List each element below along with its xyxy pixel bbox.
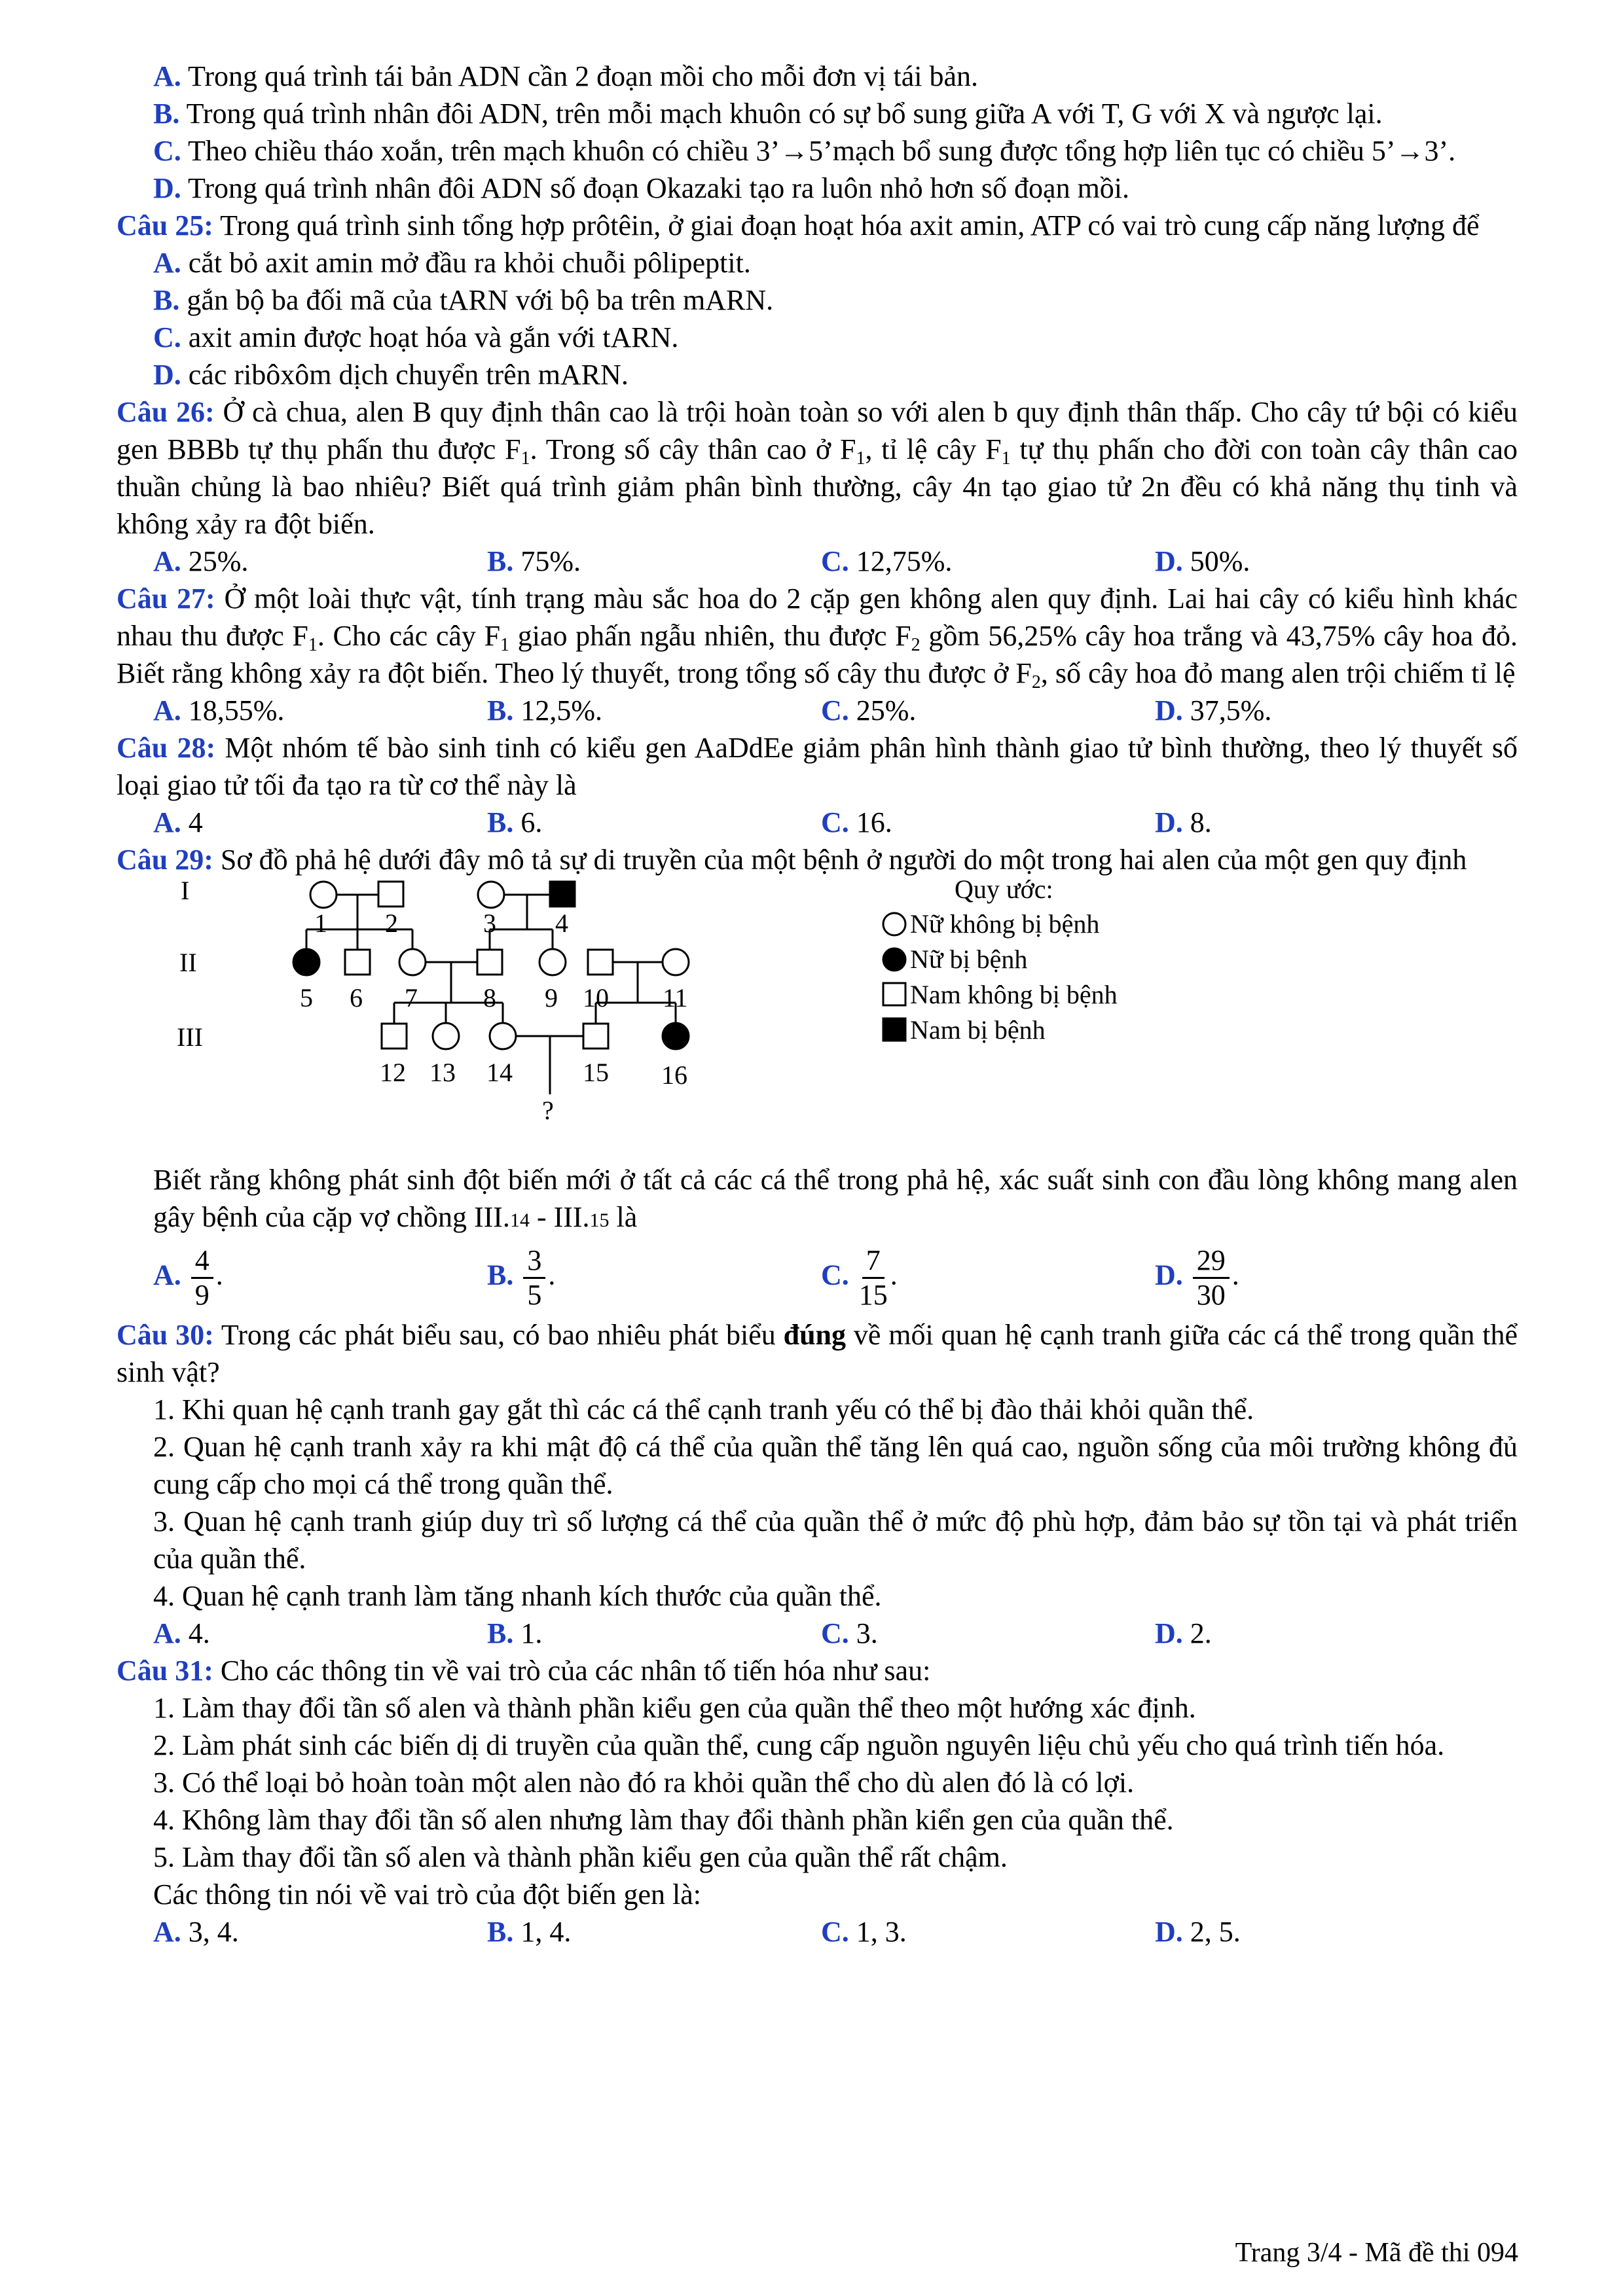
individual-6 [345,950,370,975]
q30-item-2: 2. Quan hệ cạnh tranh xảy ra khi mật độ cá thể của quần thể tăng lên quá cao, nguồn sống của môi trường không đủ cung cấp cho mọi cá thể trong quần thể. [153,1431,1518,1500]
individual-3 [478,882,504,908]
page-footer: Trang 3/4 - Mã đề thi 094 [1235,2238,1518,2268]
q31-option-c: C. 1, 3. [821,1916,907,1948]
q25-option-d: D. các ribôxôm dịch chuyển trên mARN. [153,359,629,391]
q31-stem: Câu 31: Cho các thông tin về vai trò của các nhân tố tiến hóa như sau: [117,1655,931,1687]
q27-option-a: A. 18,55%. [153,694,285,726]
legend-male-affected: Nam bị bệnh [910,1015,1046,1045]
q30-stem: Câu 30: Trong các phát biểu sau, có bao nhiêu phát biểu đúng về mối quan hệ cạnh tranh giữa các cá thể trong quần thể sinh vật? [117,1319,1518,1388]
legend-male-affected-icon [883,1018,905,1041]
number-1: 1 [314,908,327,938]
number-5: 5 [300,983,313,1013]
q27-option-b: B. 12,5%. [487,694,603,726]
q24-option-d: D. Trong quá trình nhân đôi ADN số đoạn Okazaki tạo ra luôn nhỏ hơn số đoạn mồi. [153,172,1130,204]
q31-option-a: A. 3, 4. [153,1916,239,1948]
exam-page [117,58,1518,1950]
q28-stem: Câu 28: Một nhóm tế bào sinh tinh có kiểu gen AaDdEe giảm phân hình thành giao tử bình thường, theo lý thuyết số loại giao tử tối đa tạo ra từ cơ thể này là [117,732,1518,801]
q25-option-c: C. axit amin được hoạt hóa và gắn với tARN. [153,321,679,353]
number-12: 12 [380,1058,406,1087]
generation-label-3: III [177,1022,203,1052]
q31-options [117,1913,1518,1950]
legend-female-healthy: Nữ không bị bệnh [910,909,1100,939]
legend-female-affected: Nữ bị bệnh [910,944,1028,974]
q28-option-d: D. 8. [1155,806,1212,838]
q28-option-a: A. 4 [153,806,203,838]
q26-options [117,543,1518,580]
legend-title: Quy ước: [955,878,1053,904]
q25-option-b: B. gắn bộ ba đối mã của tARN với bộ ba trên mARN. [153,284,774,316]
individual-7 [399,949,426,975]
number-4: 4 [555,908,568,938]
number-2: 2 [385,908,398,938]
q30-options [117,1615,1518,1652]
q27-stem: Câu 27: Ở một loài thực vật, tính trạng màu sắc hoa do 2 cặp gen không alen quy định. Lai hai cây có kiểu hình khác nhau thu được $F_1$. Cho các cây $F_1$ giao phấn ngẫu nhiên, thu được $F_2$ gồm 56,25% cây hoa trắng và 43,75% cây hoa đỏ. Biết rằng không xảy ra đột biến. Theo lý thuyết, trong tổng số cây thu được ở $F_2$, số cây hoa đỏ mang alen trội chiếm tỉ lệ [117,583,1518,692]
individual-9 [539,949,566,975]
q31-option-b: B. 1, 4. [487,1916,572,1948]
q26-option-a: A. 25%. [153,545,249,577]
q29-stem: Câu 29: Sơ đồ phả hệ dưới đây mô tả sự di truyền của một bệnh ở người do một trong hai alen của một gen quy định [117,844,1467,876]
individual-13 [433,1023,459,1049]
q27-option-c: C. 25%. [821,694,917,726]
q29-option-a: A. $\frac{4}{9}$ . [153,1244,223,1311]
q30-item-3: 3. Quan hệ cạnh tranh giúp duy trì số lượng cá thể của quần thể ở mức độ phù hợp, đảm bảo sự tồn tại và phát triển của quần thể. [153,1505,1518,1575]
individual-10 [588,950,613,975]
q31-item-3: 3. Có thể loại bỏ hoàn toàn một alen nào đó ra khỏi quần thể cho dù alen đó là có lợi. [153,1767,1135,1799]
individual-11 [663,949,689,975]
number-6: 6 [350,983,363,1013]
q25-option-a: A. cắt bỏ axit amin mở đầu ra khỏi chuỗi pôlipeptit. [153,247,751,279]
individual-5 [293,949,319,975]
q26-stem: Câu 26: Ở cà chua, alen B quy định thân cao là trội hoàn toàn so với alen b quy định thân thấp. Cho cây tứ bội có kiểu gen BBBb tự thụ phấn thu được $F_1$. Trong số cây thân cao ở $F_1$, tỉ lệ cây $F_1$ tự thụ phấn cho đời con toàn cây thân cao thuần chủng là bao nhiêu? Biết quá trình giảm phân bình thường, cây 4n tạo giao tử 2n đều có khả năng thụ tinh và không xảy ra đột biến. [117,396,1518,540]
q30-option-c: C. 3. [821,1617,878,1649]
number-14: 14 [486,1058,513,1087]
q30-item-1: 1. Khi quan hệ cạnh tranh gay gắt thì các cá thể cạnh tranh yếu có thể bị đào thải khỏi quần thể. [153,1393,1254,1426]
q27-options [117,692,1518,729]
generation-label-2: II [179,948,197,977]
q29-option-d: D. $\frac{29}{30}$ . [1155,1244,1239,1311]
individual-12 [382,1024,407,1049]
number-3: 3 [483,908,496,938]
q26-option-b: B. 75%. [487,545,581,577]
q24-option-a: A. Trong quá trình tái bản ADN cần 2 đoạn mồi cho mỗi đơn vị tái bản. [153,60,979,92]
q31-item-4: 4. Không làm thay đổi tần số alen nhưng làm thay đổi thành phần kiển gen của quần thể. [153,1804,1174,1836]
q29-option-b: B. $\frac{3}{5}$ . [487,1244,556,1311]
individual-14 [490,1023,516,1049]
q29-option-c: C. $\frac{7}{15}$ . [821,1244,898,1311]
q31-item-5: 5. Làm thay đổi tần số alen và thành phần kiểu gen của quần thể rất chậm. [153,1841,1008,1873]
q31-item-2: 2. Làm phát sinh các biến dị di truyền của quần thể, cung cấp nguồn nguyên liệu chủ yếu cho quá trình tiến hóa. [153,1729,1445,1761]
individual-1 [310,882,337,908]
q30-option-a: A. 4. [153,1617,210,1649]
q24-option-c: C. Theo chiều tháo xoắn, trên mạch khuôn có chiều 3’→5’mạch bổ sung được tổng hợp liên tục có chiều 5’→3’. [153,135,1456,167]
q30-item-4: 4. Quan hệ cạnh tranh làm tăng nhanh kích thước của quần thể. [153,1580,882,1612]
q30-option-b: B. 1. [487,1617,543,1649]
number-13: 13 [429,1058,456,1087]
individual-16 [663,1023,689,1049]
number-16: 16 [661,1060,687,1090]
legend-female-affected-icon [883,948,905,971]
q31-closing: Các thông tin nói về vai trò của đột biến gen là: [153,1878,702,1910]
q27-option-d: D. 37,5%. [1155,694,1272,726]
number-10: 10 [583,983,609,1013]
q28-option-c: C. 16. [821,806,892,838]
generation-label-1: I [181,878,190,905]
q31-item-1: 1. Làm thay đổi tần số alen và thành phần kiểu gen của quần thể theo một hướng xác định. [153,1692,1196,1724]
legend-male-healthy-icon [883,983,905,1005]
q28-option-b: B. 6. [487,806,543,838]
q29-options [117,1239,1518,1316]
q28-options [117,804,1518,841]
q29-condition: Biết rằng không phát sinh đột biến mới ở tất cả các cá thể trong phả hệ, xác suất sinh con đầu lòng không mang alen gây bệnh của cặp vợ chồng III.14 - III.15 là [153,1164,1518,1233]
individual-8 [477,950,502,975]
number-7: 7 [405,983,418,1013]
q30-option-d: D. 2. [1155,1617,1212,1649]
number-9: 9 [545,983,558,1013]
q25-stem: Câu 25: Trong quá trình sinh tổng hợp prôtêin, ở giai đoạn hoạt hóa axit amin, ATP có vai trò cung cấp năng lượng để [117,209,1480,242]
q26-option-d: D. 50%. [1155,545,1250,577]
legend-male-healthy: Nam không bị bệnh [910,980,1118,1009]
q24-option-b: B. Trong quá trình nhân đôi ADN, trên mỗi mạch khuôn có sự bổ sung giữa A với T, G với X và ngược lại. [153,98,1383,130]
individual-2 [378,882,403,906]
number-11: 11 [663,983,688,1013]
legend-female-healthy-icon [883,913,905,935]
question-mark: ? [542,1096,554,1125]
pedigree-diagram [117,878,1518,1161]
q31-option-d: D. 2, 5. [1155,1916,1241,1948]
individual-15 [583,1024,608,1049]
number-8: 8 [483,983,496,1013]
number-15: 15 [583,1058,609,1087]
individual-4 [550,882,575,906]
q26-option-c: C. 12,75%. [821,545,953,577]
